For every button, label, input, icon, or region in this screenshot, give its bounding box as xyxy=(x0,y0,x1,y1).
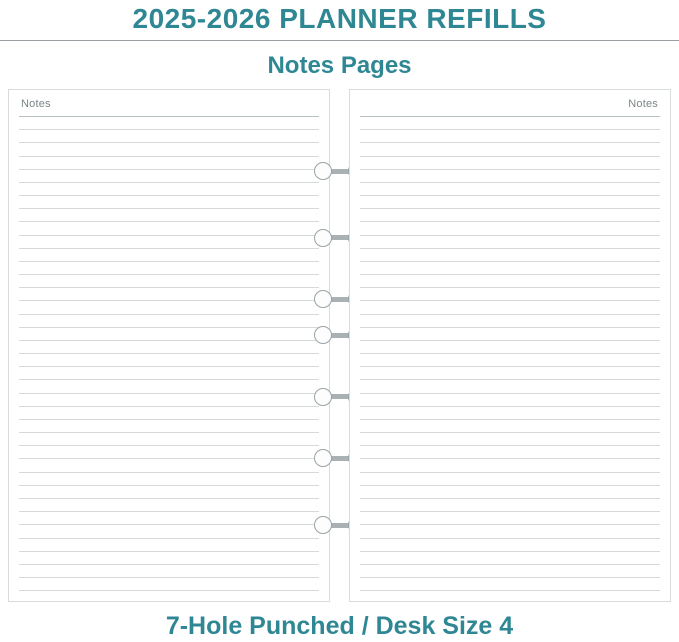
ruled-line xyxy=(360,406,660,407)
ruled-line xyxy=(19,195,319,196)
ruled-line xyxy=(360,116,660,117)
ruled-line xyxy=(360,577,660,578)
ruled-line xyxy=(19,472,319,473)
ruled-line xyxy=(360,156,660,157)
ruled-line xyxy=(360,142,660,143)
right-notes-page xyxy=(349,89,671,602)
page-title: 2025-2026 PLANNER REFILLS xyxy=(132,3,547,34)
page-subtitle: Notes Pages xyxy=(267,52,412,79)
ruled-line xyxy=(19,379,319,380)
ruled-line xyxy=(360,274,660,275)
ruled-line xyxy=(19,340,319,341)
ruled-line xyxy=(19,248,319,249)
ruled-line xyxy=(19,129,319,130)
ruled-line xyxy=(360,551,660,552)
ruled-line xyxy=(19,498,319,499)
binding-gutter xyxy=(330,89,349,602)
ruled-line xyxy=(360,498,660,499)
ruled-line xyxy=(19,142,319,143)
ruled-line xyxy=(360,235,660,236)
ruled-line xyxy=(360,419,660,420)
ruled-line xyxy=(360,524,660,525)
ruled-line xyxy=(19,406,319,407)
ruled-line xyxy=(360,221,660,222)
ruled-line xyxy=(19,274,319,275)
ruled-line xyxy=(19,300,319,301)
ruled-line xyxy=(360,248,660,249)
ruled-line xyxy=(360,445,660,446)
ruled-line xyxy=(360,485,660,486)
ruled-line xyxy=(19,221,319,222)
ruled-line xyxy=(19,564,319,565)
ruled-line xyxy=(360,379,660,380)
ruled-line xyxy=(19,432,319,433)
ruled-line xyxy=(19,208,319,209)
ruled-line xyxy=(360,195,660,196)
ruled-line xyxy=(19,393,319,394)
ruled-line xyxy=(360,129,660,130)
ruled-line xyxy=(19,419,319,420)
ruled-line xyxy=(19,314,319,315)
ruled-line xyxy=(19,235,319,236)
left-page-ruled-lines xyxy=(19,116,319,595)
ruled-line xyxy=(19,590,319,591)
ring-binding xyxy=(330,89,349,602)
ruled-line xyxy=(19,458,319,459)
ruled-line xyxy=(19,366,319,367)
right-page-notes-label: Notes xyxy=(628,98,658,110)
ruled-line xyxy=(19,577,319,578)
ruled-line xyxy=(360,538,660,539)
ruled-line xyxy=(19,538,319,539)
ruled-line xyxy=(360,261,660,262)
page-footer-title: 7-Hole Punched / Desk Size 4 xyxy=(165,612,514,640)
ruled-line xyxy=(360,511,660,512)
ruled-line xyxy=(19,156,319,157)
ruled-line xyxy=(360,590,660,591)
ruled-line xyxy=(19,327,319,328)
ruled-line xyxy=(360,432,660,433)
ruled-line xyxy=(360,182,660,183)
ruled-line xyxy=(360,314,660,315)
ruled-line xyxy=(19,551,319,552)
ruled-line xyxy=(360,287,660,288)
left-notes-page xyxy=(8,89,330,602)
ruled-line xyxy=(360,169,660,170)
ruled-line xyxy=(19,169,319,170)
ruled-line xyxy=(360,327,660,328)
ruled-line xyxy=(19,116,319,117)
right-page-ruled-lines xyxy=(360,116,660,595)
ruled-line xyxy=(360,458,660,459)
ruled-line xyxy=(19,353,319,354)
ruled-line xyxy=(19,287,319,288)
ruled-line xyxy=(360,393,660,394)
ruled-line xyxy=(19,445,319,446)
ruled-line xyxy=(19,182,319,183)
ruled-line xyxy=(19,511,319,512)
ruled-line xyxy=(19,485,319,486)
ruled-line xyxy=(19,524,319,525)
left-page-notes-label: Notes xyxy=(21,98,51,110)
ruled-line xyxy=(360,366,660,367)
notes-pages-spread xyxy=(6,89,673,602)
ruled-line xyxy=(19,261,319,262)
ruled-line xyxy=(360,472,660,473)
ruled-line xyxy=(360,564,660,565)
ruled-line xyxy=(360,353,660,354)
ruled-line xyxy=(360,300,660,301)
ruled-line xyxy=(360,208,660,209)
ruled-line xyxy=(360,340,660,341)
